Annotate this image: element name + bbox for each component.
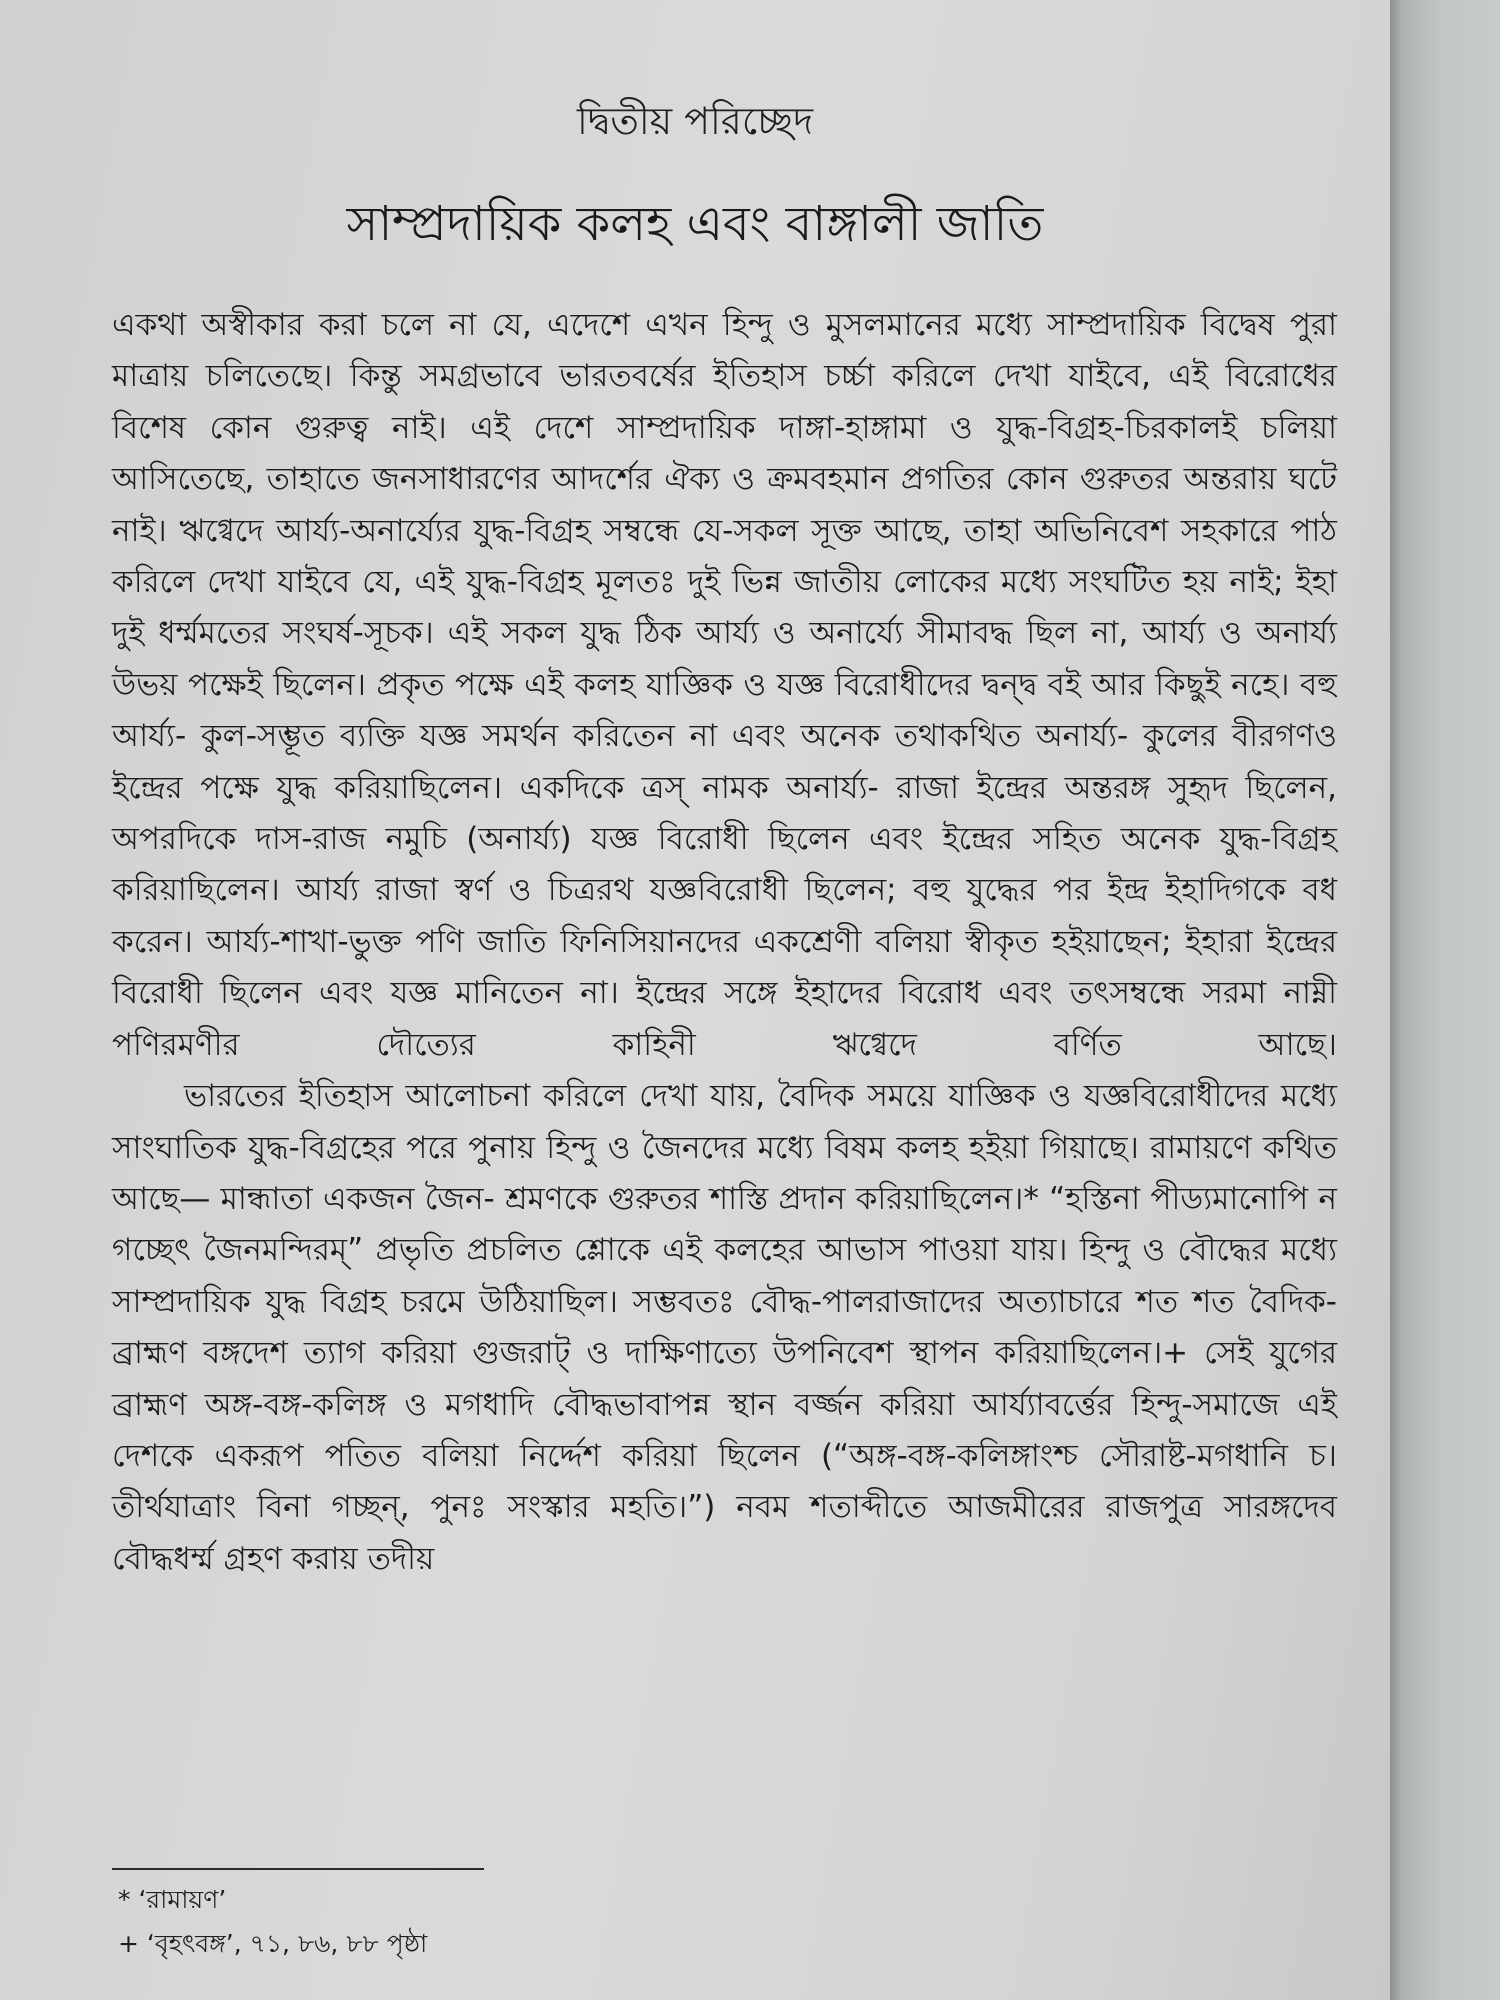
footnote-2: + ‘বৃহৎবঙ্গ’, ৭১, ৮৬, ৮৮ পৃষ্ঠা [118, 1929, 428, 1958]
page-fold [1390, 0, 1400, 2000]
footnote-1: * ‘রামায়ণ’ [118, 1885, 227, 1914]
adjacent-page-edge [1400, 0, 1500, 2000]
paragraph-2: ভারতের ইতিহাস আলোচনা করিলে দেখা যায়, বৈদিক সময়ে যাজ্ঞিক ও যজ্ঞবিরোধীদের মধ্যে সাংঘাতিক যুদ্ধ-বিগ্রহের পরে পুনায় হিন্দু ও জৈনদের মধ্যে বিষম কলহ হইয়া গিয়াছে। রামায়ণে কথিত আছে— মান্ধাতা একজন জৈন- শ্রমণকে গুরুতর শাস্তি প্রদান করিয়াছিলেন।* “হস্তিনা পীড্যমানোপি ন গচ্ছেৎ জৈনমন্দিরম্” প্রভৃতি প্রচলিত শ্লোকে এই কলহের আভাস পাওয়া যায়। হিন্দু ও বৌদ্ধের মধ্যে সাম্প্রদায়িক যুদ্ধ বিগ্রহ চরমে উঠিয়াছিল। সম্ভবতঃ বৌদ্ধ-পালরাজাদের অত্যাচারে শত শত বৈদিক-ব্রাহ্মণ বঙ্গদেশ ত্যাগ করিয়া গুজরাট্ ও দাক্ষিণাত্যে উপনিবেশ স্থাপন করিয়াছিলেন।+ সেই যুগের ব্রাহ্মণ অঙ্গ-বঙ্গ-কলিঙ্গ ও মগধাদি বৌদ্ধভাবাপন্ন স্থান বর্জ্জন করিয়া আর্য্যাবর্ত্তের হিন্দু-সমাজে এই দেশকে একরূপ পতিত বলিয়া নির্দ্দেশ করিয়া ছিলেন (“অঙ্গ-বঙ্গ-কলিঙ্গাংশ্চ সৌরাষ্ট-মগধানি চ। তীর্থযাত্রাং বিনা গচ্ছন্, পুনঃ সংস্কার মহতি।”) নবম শতাব্দীতে আজমীরের রাজপুত্র সারঙ্গদেব বৌদ্ধধর্ম্ম গ্রহণ করায় তদীয় [112, 1078, 1337, 1577]
footnote-divider [112, 1868, 484, 1870]
body-text [112, 300, 1337, 1585]
paragraph-1: একথা অস্বীকার করা চলে না যে, এদেশে এখন হিন্দু ও মুসলমানের মধ্যে সাম্প্রদায়িক বিদ্বেষ পুরা মাত্রায় চলিতেছে। কিন্তু সমগ্রভাবে ভারতবর্ষের ইতিহাস চর্চ্চা করিলে দেখা যাইবে, এই বিরোধের বিশেষ কোন গুরুত্ব নাই। এই দেশে সাম্প্রদায়িক দাঙ্গা-হাঙ্গামা ও যুদ্ধ-বিগ্রহ-চিরকালই চলিয়া আসিতেছে, তাহাতে জনসাধারণের আদর্শের ঐক্য ও ক্রমবহমান প্রগতির কোন গুরুতর অন্তরায় ঘটে নাই। ঋগ্বেদে আর্য্য-অনার্য্যের যুদ্ধ-বিগ্রহ সম্বন্ধে যে-সকল সূক্ত আছে, তাহা অভিনিবেশ সহকারে পাঠ করিলে দেখা যাইবে যে, এই যুদ্ধ-বিগ্রহ মূলতঃ দুই ভিন্ন জাতীয় লোকের মধ্যে সংঘটিত হয় নাই; ইহা দুই ধর্ম্মমতের সংঘর্ষ-সূচক। এই সকল যুদ্ধ ঠিক আর্য্য ও অনার্য্যে সীমাবদ্ধ ছিল না, আর্য্য ও অনার্য্য উভয় পক্ষেই ছিলেন। প্রকৃত পক্ষে এই কলহ যাজ্ঞিক ও যজ্ঞ বিরোধীদের দ্বন্দ্ব বই আর কিছুই নহে। বহু আর্য্য- কুল-সম্ভূত ব্যক্তি যজ্ঞ সমর্থন করিতেন না এবং অনেক তথাকথিত অনার্য্য- কুলের বীরগণও ইন্দ্রের পক্ষে যুদ্ধ করিয়াছিলেন। একদিকে ত্রস্ নামক অনার্য্য- রাজা ইন্দ্রের অন্তরঙ্গ সুহৃদ ছিলেন, অপরদিকে দাস-রাজ নমুচি (অনার্য্য) যজ্ঞ বিরোধী ছিলেন এবং ইন্দ্রের সহিত অনেক যুদ্ধ-বিগ্রহ করিয়াছিলেন। আর্য্য রাজা স্বর্ণ ও চিত্ররথ যজ্ঞবিরোধী ছিলেন; বহু যুদ্ধের পর ইন্দ্র ইহাদিগকে বধ করেন। আর্য্য-শাখা-ভুক্ত পণি জাতি ফিনিসিয়ানদের একশ্রেণী বলিয়া স্বীকৃত হইয়াছেন; ইহারা ইন্দ্রের বিরোধী ছিলেন এবং যজ্ঞ মানিতেন না। ইন্দ্রের সঙ্গে ইহাদের বিরোধ এবং তৎসম্বন্ধে সরমা নাম্নী পণিরমণীর দৌত্যের কাহিনী ঋগ্বেদে বর্ণিত আছে। [112, 307, 1337, 1063]
chapter-title: সাম্প্রদায়িক কলহ এবং বাঙ্গালী জাতি [346, 196, 1044, 252]
footnotes [118, 1878, 427, 1966]
chapter-number: দ্বিতীয় পরিচ্ছেদ [576, 99, 814, 143]
